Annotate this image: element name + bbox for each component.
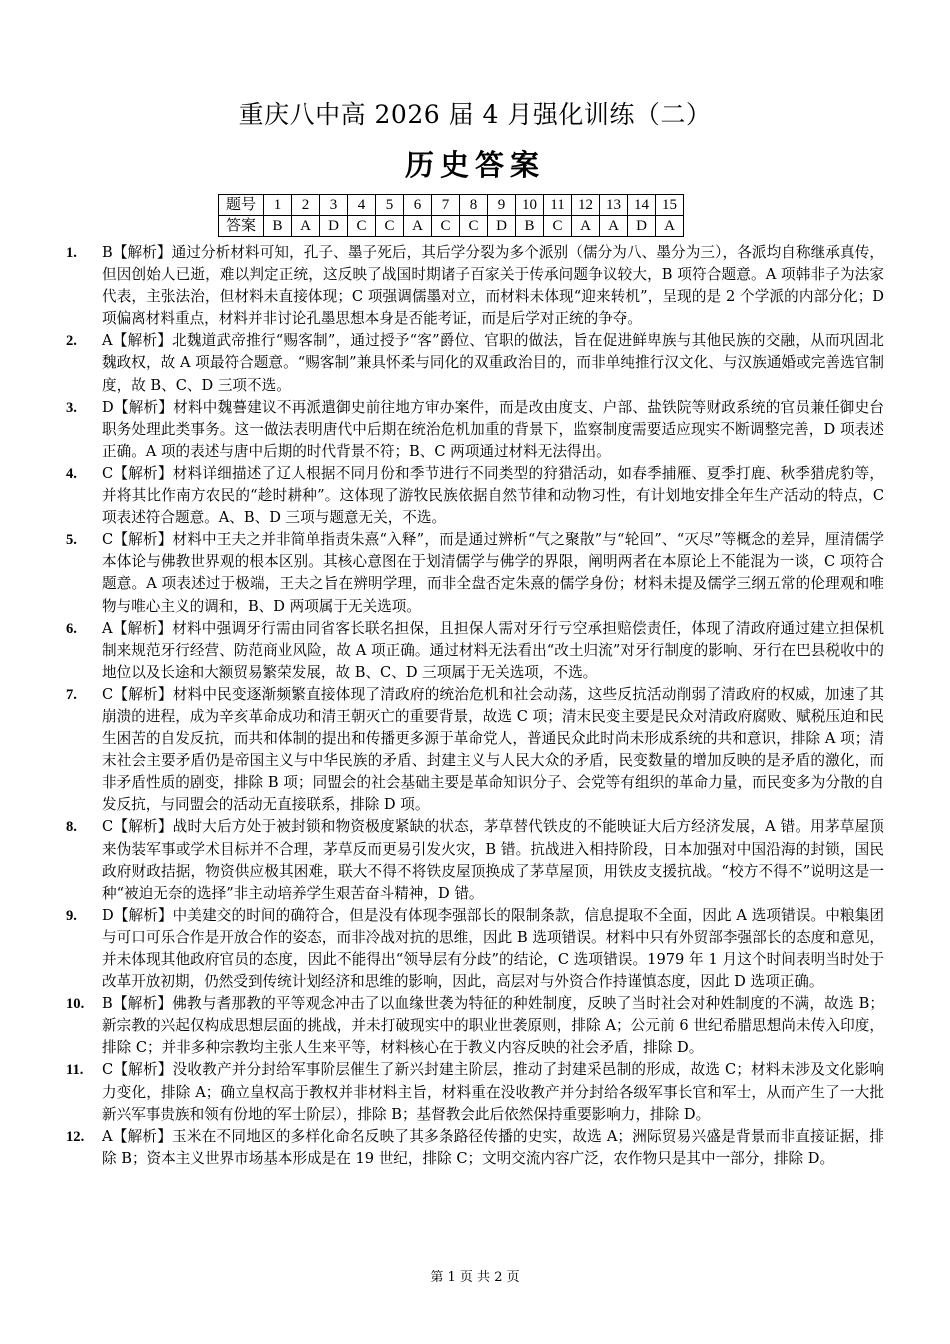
explanation-item <box>66 684 884 817</box>
item-text: A【解析】材料中强调牙行需由同省客长联名担保，且担保人需对牙行亏空承担赔偿责任，体现了清政府通过建立担保机制来规范牙行经营、防范商业风险，故 A 项正确。通过材料无法看出“改土归流”对牙行制度的影响、牙行在巴县税收中的地位以及长途和大额贸易繁荣发展，故 B、C、D 三项属于无关选项，不选。 <box>102 619 884 681</box>
answer-cell: D <box>628 216 656 237</box>
item-text: C【解析】材料中王夫之并非简单指责朱熹“入释”，而是通过辨析“气之聚散”与“轮回”、“灭尽”等概念的差异，厘清儒学本体论与佛教世界观的根本区别。其核心意图在于划清儒学与佛学的界限，阐明两者在本原论上不能混为一谈，C 项符合题意。A 项表述过于极端，王夫之旨在辨明学理，而非全盘否定朱熹的儒学身份；材料未提及儒学三纲五常的伦理观和唯物与唯心主义的调和，B、D 两项属于无关选项。 <box>102 531 884 615</box>
explanation-item <box>66 618 884 684</box>
question-number-cell: 2 <box>292 195 320 216</box>
item-text: A【解析】玉米在不同地区的多样化命名反映了其多条路径传播的史实，故选 A；洲际贸易兴盛是背景而非直接证据，排除 B；资本主义世界市场基本形成是在 19 世纪，排除 C；文明交流内容广泛，农作物只是其中一部分，排除 D。 <box>102 1127 884 1167</box>
answer-cell: C <box>432 216 460 237</box>
answer-cell: C <box>376 216 404 237</box>
answer-cell: C <box>348 216 376 237</box>
item-text: C【解析】材料详细描述了辽人根据不同月份和季节进行不同类型的狩猎活动，如春季捕雁、夏季打鹿、秋季猎虎豹等，并将其比作南方农民的“趁时耕种”。这体现了游牧民族依据自然节律和动物习性，有计划地安排全年生产活动的特点，C 项表述符合题意。A、B、D 三项与题意无关，不选。 <box>102 464 884 527</box>
item-text: C【解析】没收教产并分封给军事阶层催生了新兴封建主阶层，推动了封建采邑制的形成，故选 C；材料未涉及文化影响力变化，排除 A；确立皇权高于教权并非材料主旨，材料重在没收教产并分封给各级军事长官和军士，从而产生了一大批新兴军事贵族和领有份地的军士阶层），排除 B；基督教会此后依然保持重要影响力，排除 D。 <box>102 1061 884 1123</box>
question-number-cell: 12 <box>572 195 600 216</box>
explanation-list <box>66 242 884 1170</box>
item-number: 11. <box>66 1062 84 1079</box>
item-text: B【解析】通过分析材料可知，孔子、墨子死后，其后学分裂为多个派别（儒分为八、墨分为三），各派均自称继承真传，但因创始人已逝，难以判定正统，这反映了战国时期诸子百家关于传承问题争议较大，B 项符合题意。A 项韩非子为法家代表，主张法治，但材料未直接体现；C 项强调儒墨对立，而材料未体现“迎来转机”，呈现的是 2 个学派的内部分化；D 项偏离材料重点，材料并非讨论孔墨思想本身是否能考证，而是后学对正统的争夺。 <box>102 244 884 328</box>
answer-cell: C <box>544 216 572 237</box>
item-number: 1. <box>66 245 77 261</box>
item-text: D【解析】中美建交的时间的确符合，但是没有体现李强部长的限制条款，信息提取不全面，因此 A 选项错误。中粮集团与可口可乐合作是开放合作的姿态，而非冷战对抗的思维，因此 B 选项错误。材料中只有外贸部李强部长的态度和意见，并未体现其他政府官员的态度，因此不能得出“领导层有分歧”的结论，C 选项错误。1979 年 1 月这个时间表明当时处于改革开放初期，仍然受到传统计划经济和思维的影响，因此，高层对与外资合作持谨慎态度，因此 D 选项正确。 <box>102 906 884 991</box>
item-text: D【解析】材料中魏謩建议不再派遣御史前往地方审办案件，而是改由度支、户部、盐铁院等财政系统的官员兼任御史台职务处理此类事务。这一做法表明唐代中后期在统治危机加重的背景下，监察制度需要适应现实不断调整完善，D 项表述正确。A 项的表述与唐中后期的时代背景不符；B、C 两项通过材料无法得出。 <box>102 398 884 460</box>
answer-table-answer-row <box>219 216 684 237</box>
explanation-item <box>66 905 884 993</box>
explanation-item <box>66 1126 884 1170</box>
answer-cell: D <box>320 216 348 237</box>
item-text: C【解析】战时大后方处于被封锁和物资极度紧缺的状态，茅草替代铁皮的不能映证大后方经济发展，A 错。用茅草屋顶来伪装军事或学术目标并不合理，茅草反而更易引发火灾，B 错。抗战进入相持阶段，日本加强对中国沿海的封锁，国民政府财政拮据，物资供应极其困难，联大不得不将铁皮屋顶换成了茅草屋顶，用铁皮支援抗战。“校方不得不”说明这是一种“被迫无奈的选择”非主动培养学生艰苦奋斗精神，D 错。 <box>102 818 884 902</box>
question-number-cell: 11 <box>544 195 572 216</box>
item-text: C【解析】材料中民变逐渐频繁直接体现了清政府的统治危机和社会动荡，这些反抗活动削弱了清政府的权威，加速了其崩溃的进程，成为辛亥革命成功和清王朝灭亡的重要背景，故选 C 项；清末民变主要是民众对清政府腐败、赋税压迫和民生困苦的自发反抗，而共和体制的提出和传播更多源于革命党人，普通民众此时尚未形成系统的共和意识，排除 A 项；清末社会主要矛盾仍是帝国主义与中华民族的矛盾、封建主义与人民大众的矛盾，民变数量的增加反映的是矛盾的激化，而非矛盾性质的剧变，排除 B 项；同盟会的社会基础主要是革命知识分子、会党等有组织的革命力量，而民变多为分散的自发反抗，与同盟会的活动无直接联系，排除 D 项。 <box>102 685 884 814</box>
explanation-item <box>66 242 884 330</box>
item-number: 7. <box>66 686 77 703</box>
answer-cell: B <box>264 216 292 237</box>
item-number: 4. <box>66 465 77 482</box>
explanation-item <box>66 397 884 463</box>
answer-cell: A <box>572 216 600 237</box>
item-number: 2. <box>66 333 77 350</box>
item-text: B【解析】佛教与耆那教的平等观念冲击了以血缘世袭为特征的种姓制度，反映了当时社会对种姓制度的不满，故选 B；新宗教的兴起仅构成思想层面的挑战，并未打破现实中的职业世袭原则，排除 A；公元前 6 世纪希腊思想尚未传入印度，排除 C；并非多种宗教均主张人生来平等，材料核心在于教义内容反映的社会矛盾，排除 D。 <box>102 995 884 1057</box>
answer-cell: A <box>656 216 684 237</box>
item-number: 8. <box>66 819 77 836</box>
page-footer: 第 1 页 共 2 页 <box>430 1270 520 1285</box>
question-number-cell: 7 <box>432 195 460 216</box>
answer-cell: B <box>516 216 544 237</box>
answer-cell: A <box>600 216 628 237</box>
answer-cell: A <box>404 216 432 237</box>
item-number: 10. <box>66 996 85 1013</box>
item-number: 12. <box>66 1128 85 1145</box>
question-number-cell: 4 <box>348 195 376 216</box>
question-number-cell: 3 <box>320 195 348 216</box>
answer-cell: D <box>488 216 516 237</box>
question-number-cell: 6 <box>404 195 432 216</box>
page-subtitle: 历史答案 <box>404 148 545 182</box>
question-number-cell: 13 <box>600 195 628 216</box>
item-number: 3. <box>66 399 77 416</box>
item-number: 6. <box>66 620 77 637</box>
answer-table <box>218 194 684 237</box>
explanation-item <box>66 1059 884 1125</box>
answer-table-number-row <box>219 195 684 216</box>
question-number-cell: 5 <box>376 195 404 216</box>
answer-cell: C <box>460 216 488 237</box>
answer-table-row-label: 答案 <box>219 216 264 237</box>
explanation-item <box>66 816 884 904</box>
explanation-item <box>66 993 884 1059</box>
answer-cell: A <box>292 216 320 237</box>
explanation-item <box>66 529 884 617</box>
answer-table-row-label: 题号 <box>219 195 264 216</box>
question-number-cell: 1 <box>264 195 292 216</box>
question-number-cell: 8 <box>460 195 488 216</box>
explanation-item <box>66 463 884 529</box>
item-number: 5. <box>66 532 77 549</box>
page-title: 重庆八中高 2026 届 4 月强化训练（二） <box>238 100 712 129</box>
question-number-cell: 14 <box>628 195 656 216</box>
question-number-cell: 9 <box>488 195 516 216</box>
explanation-item <box>66 330 884 396</box>
item-text: A【解析】北魏道武帝推行“赐客制”，通过授予“客”爵位、官职的做法，旨在促进鲜卑族与其他民族的交融，从而巩固北魏政权，故 A 项最符合题意。“赐客制”兼具怀柔与同化的双重政治目的，而非单纯推行汉文化、与汉族通婚或完善选官制度，故 B、C、D 三项不选。 <box>102 332 884 394</box>
item-number: 9. <box>66 907 77 924</box>
question-number-cell: 10 <box>516 195 544 216</box>
question-number-cell: 15 <box>656 195 684 216</box>
